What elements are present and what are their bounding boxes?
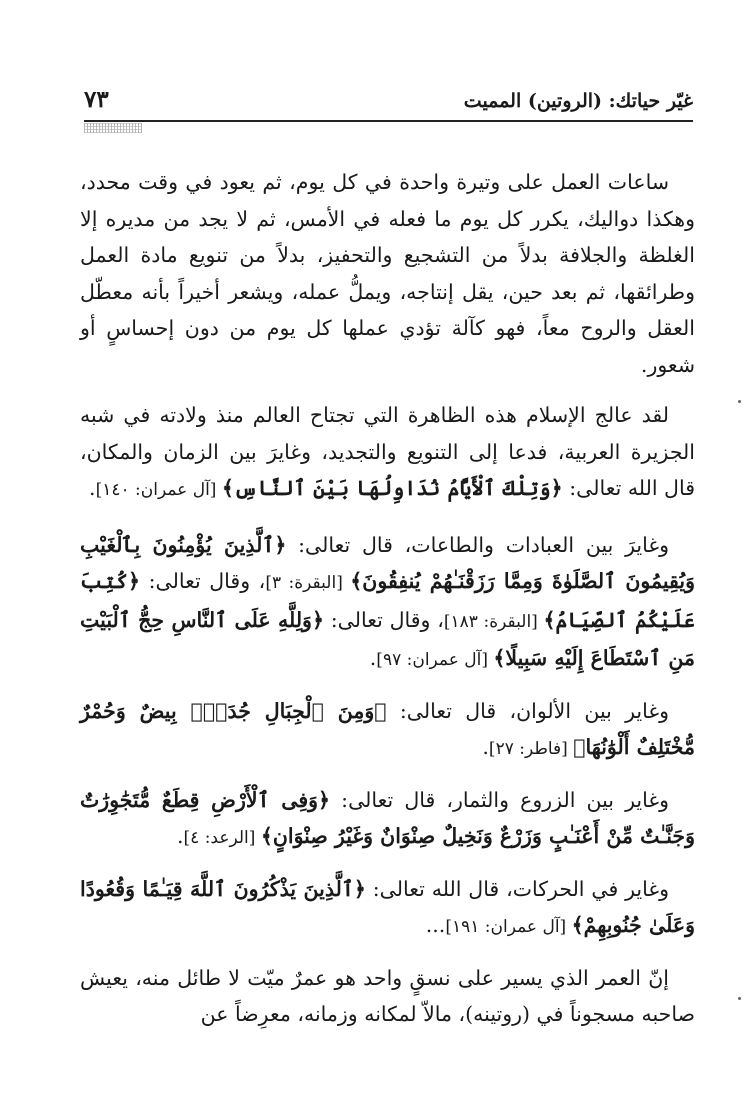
paragraph-text: وغاير في الحركات، قال الله تعالى: [365,876,670,901]
paragraph [80,782,695,857]
paragraph-text: ساعات العمل على وتيرة واحدة في كل يوم، ثم يعود في وقت محدد، وهكذا دواليك، يكرر كل يوم ما فعله في الأمس، ثم لا يجد من مديره إلا الغلظة والجلافة بدلاً من التشجيع والتحفيز، بدلاً من تنويع مادة العمل وطرائقها، ثم بعد حين، يقل إنتاجه، ويملُّ عمله، ويشعر أخيراً بأنه معطّل العقل والروح معاً، فهو كآلة تؤدي عملها كل يوم من دون إحساسٍ أو شعور. [80,170,695,377]
punctuation: . [482,735,489,759]
paragraph-text: وغاير بين الزروع والثمار، قال تعالى: [330,787,669,812]
punctuation: . [369,646,377,670]
quran-verse: ﴿وَفِى ٱلْأَرْضِ قِطَعٌ مُّتَجَٰوِرَٰتٌ وَجَنَّـٰتٌ مِّنْ أَعْنَـٰبٍ وَزَرْعٌ وَنَخِيلٌ صِنْوَانٌ وَغَيْرُ صِنْوَانٍ﴾ [80,787,695,848]
margin-speck [738,997,741,1000]
paragraph-text: لقد عالج الإسلام هذه الظاهرة التي تجتاح العالم منذ ولادته في شبه الجزيرة العربية، فدعا إلى التنويع والتجديد، وغايرَ بين الزمان والمكان، قال الله تعالى: [80,403,695,500]
punctuation: . [176,824,184,848]
paragraph [80,960,695,1033]
verse-reference: [فاطر: ٢٧] [488,739,574,759]
quran-verse: ﴿ٱلَّذِينَ يَذْكُرُونَ ٱللَّهَ قِيَـٰمًا وَقُعُودًا وَعَلَىٰ جُنُوبِهِمْ﴾ [80,876,695,937]
quran-verse: ﴿ٱلَّذِينَ يُؤْمِنُونَ بِٱلْغَيْبِ وَيُقِيمُونَ ٱلصَّلَوٰةَ وَمِمَّا رَزَقْنَـٰهُمْ يُنفِقُونَ﴾ [80,532,695,593]
quran-verse: ﴿كُتِبَ عَلَيْكُمُ ٱلصِّيَامُ﴾ [80,569,695,632]
punctuation: ... [425,913,446,937]
verse-reference: [البقرة: ٣] [265,573,351,593]
verse-reference: [الرعد: ٤] [183,828,261,848]
paragraph-text: ، وقال تعالى: [323,607,444,632]
verse-reference: [آل عمران: ١٩١] [445,917,572,937]
page-number: ٧٣ [84,86,109,113]
paragraph [80,693,695,768]
paragraph [80,164,695,383]
verse-reference: [آل عمران: ١٤٠] [95,480,222,500]
quran-verse: ﴿وَلِلَّهِ عَلَى ٱلنَّاسِ حِجُّ ٱلْبَيْتِ مَنِ ٱسْتَطَاعَ إِلَيْهِ سَبِيلًا﴾ [80,607,695,670]
body-text [80,164,695,1033]
paragraph-text: إنّ العمر الذي يسير على نسقٍ واحد هو عمرٌ ميّت لا طائل منه، يعيش صاحبه مسجوناً في (روتينه)، مالاّ لمكانه وزمانه، معرِضاً عن [80,965,695,1026]
header-ornament [84,123,142,133]
paragraph-text: ، وقال تعالى: [140,569,266,593]
running-title: غيّر حياتك: (الروتين) المميت [463,90,693,112]
punctuation: . [89,476,96,500]
margin-speck [738,400,741,403]
paragraph [80,871,695,946]
paragraph-text: وغاير بين الألوان، قال تعالى: [386,698,669,723]
paragraph-text: وغايرَ بين العبادات والطاعات، قال تعالى: [286,532,669,557]
page-header [84,86,693,122]
quran-verse: ﴿وَمِنَ ٱلْجِبَالِ جُدَدٌۢ بِيضٌ وَحُمْرٌ مُّخْتَلِفٌ أَلْوَٰنُهَا﴾ [80,698,695,759]
verse-reference: [آل عمران: ٩٧] [376,650,494,670]
paragraph [80,527,695,679]
paragraph [80,397,695,509]
verse-reference: [البقرة: ١٨٣] [443,611,544,632]
quran-verse: ﴿وَتِلْكَ ٱلْأَيَّامُ نُدَاوِلُهَا بَيْنَ ٱلنَّاسِ﴾ [221,476,563,500]
